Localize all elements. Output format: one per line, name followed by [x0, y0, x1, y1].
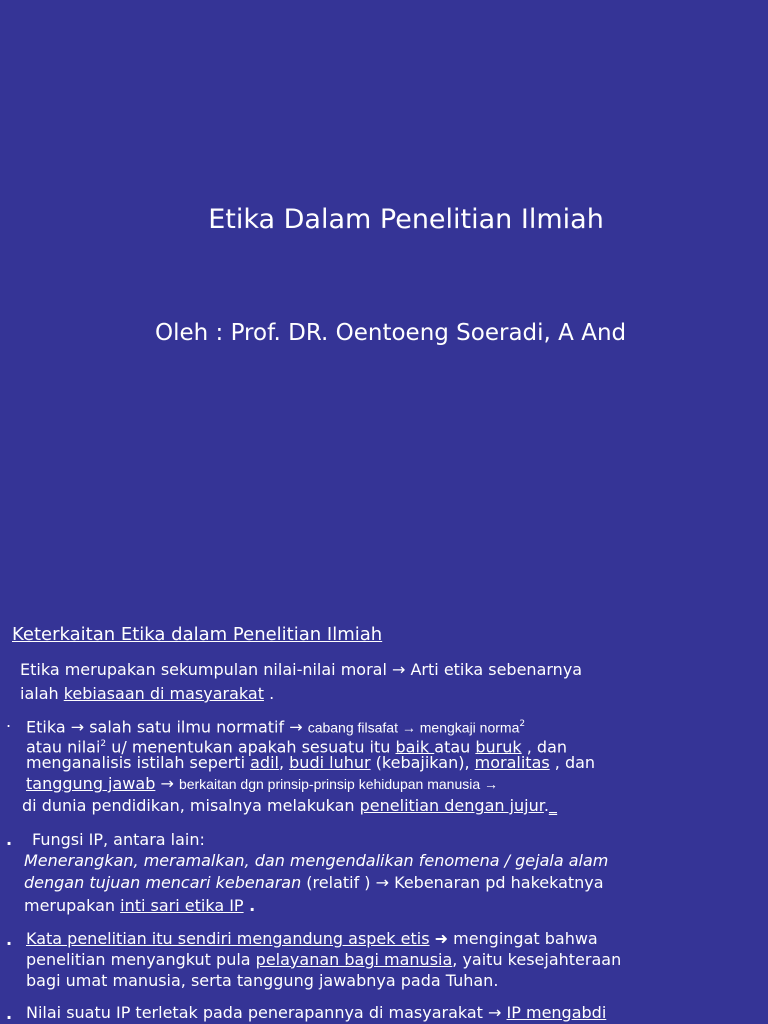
p3-line-3: dengan tujuan mencari kebenaran (relatif ) → Kebenaran pd hakekatnya — [24, 873, 604, 892]
p2-line-5: di dunia pendidikan, misalnya melakukan penelitian dengan jujur._ — [22, 796, 557, 815]
p3-line-2: Menerangkan, meramalkan, dan mengendalikan fenomena / gejala alam — [24, 851, 609, 870]
slide-title: Etika Dalam Penelitian Ilmiah — [208, 204, 604, 235]
p1-line-1: Etika merupakan sekumpulan nilai-nilai moral → Arti etika sebenarnya — [20, 660, 583, 679]
slide-heading: Keterkaitan Etika dalam Penelitian Ilmiah — [12, 624, 383, 645]
author-line: Oleh : Prof. DR. Oentoeng Soeradi, A And — [155, 320, 627, 346]
p2-line-3: menganalisis istilah seperti adil, budi luhur (kebajikan), moralitas , dan — [26, 753, 596, 772]
p4-line-2: penelitian menyangkut pula pelayanan bagi manusia, yaitu kesejahteraan — [26, 950, 622, 969]
p1-line-2: ialah kebiasaan di masyarakat . — [20, 684, 275, 703]
p2-line-4: tanggung jawab → berkaitan dgn prinsip-prinsip kehidupan manusia → — [26, 774, 499, 793]
bullet-4: . — [6, 1004, 13, 1023]
bullet-1: . — [6, 712, 12, 731]
content-slide — [0, 594, 768, 1024]
p2-line-1: Etika → salah satu ilmu normatif → cabang filsafat → mengkaji norma$^2$ — [26, 717, 526, 737]
p3-line-1: Fungsi IP, antara lain: — [32, 830, 205, 849]
p5-line-1: Nilai suatu IP terletak pada penerapannya di masyarakat → IP mengabdi — [26, 1003, 607, 1022]
p4-line-1: Kata penelitian itu sendiri mengandung aspek etis ➜ mengingat bahwa — [26, 929, 598, 948]
p4-line-3: bagi umat manusia, serta tanggung jawabnya pada Tuhan. — [26, 971, 499, 990]
bullet-3: . — [6, 930, 13, 949]
p2-line-2: atau nilai$^2$ u/ menentukan apakah sesuatu itu baik atau buruk , dan — [26, 737, 568, 757]
bullet-2: . — [6, 830, 13, 849]
p3-line-4: merupakan inti sari etika IP . — [24, 896, 256, 915]
